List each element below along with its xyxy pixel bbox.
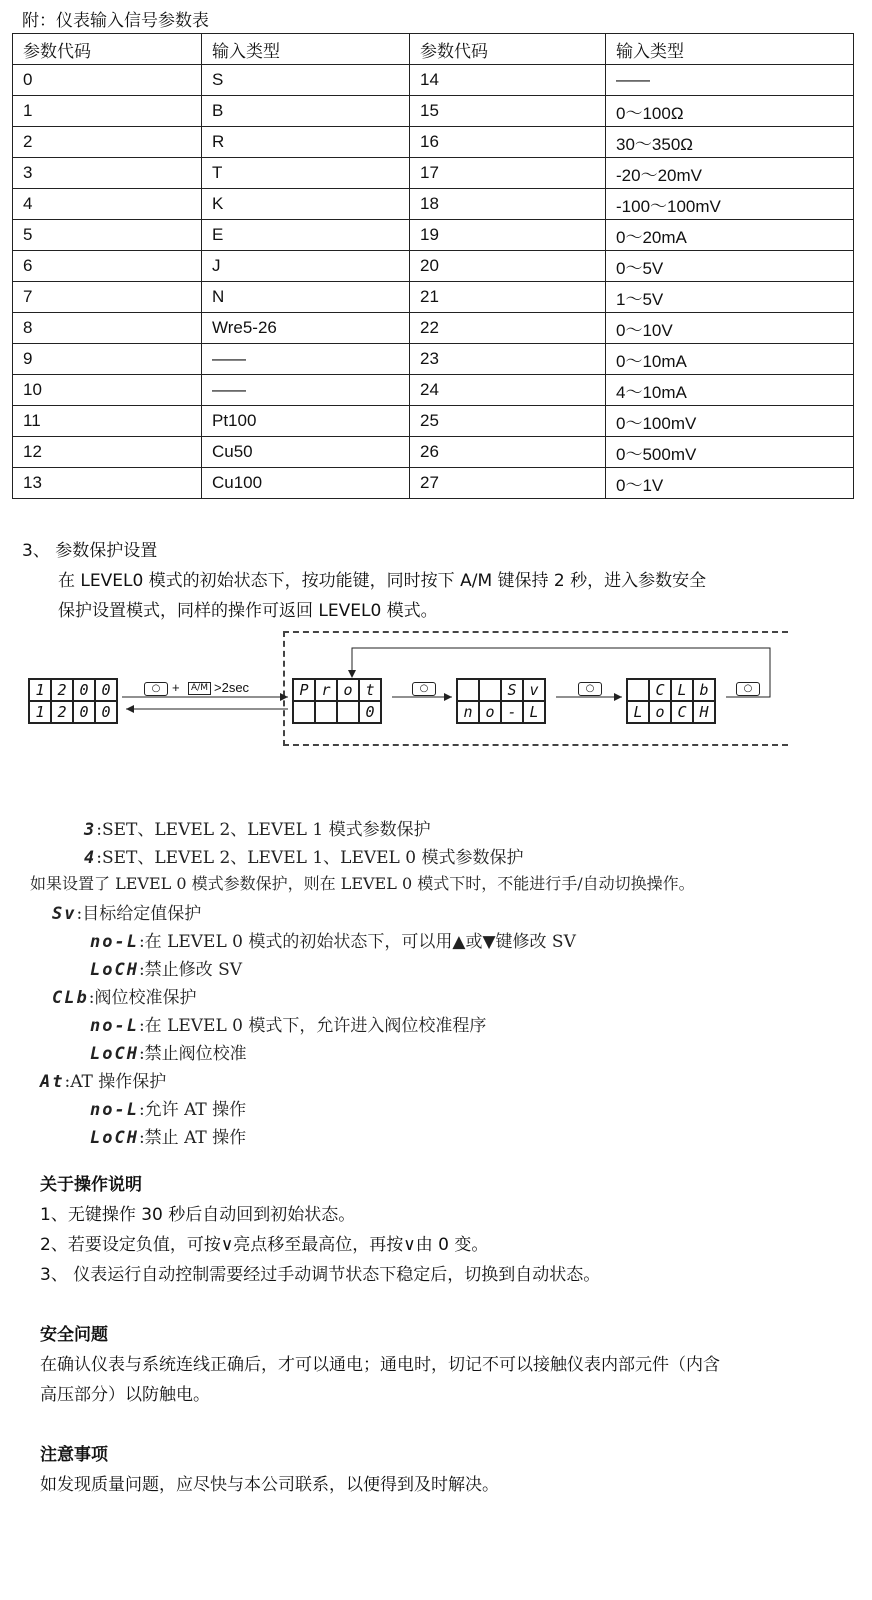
cell-input-type: 4～10mA	[606, 375, 854, 406]
operation-item: 2、若要设定负值，可按∨亮点移至最高位，再按∨由 0 变。	[40, 1235, 489, 1255]
segment-code: no-L	[90, 1100, 139, 1120]
lcd-digit	[293, 701, 315, 723]
cell-param-code: 8	[13, 313, 202, 344]
note-text: :禁止修改 SV	[138, 960, 243, 980]
hold-time-label: >2sec	[214, 680, 250, 695]
note-at-nol	[90, 1095, 246, 1120]
lcd-digit: C	[671, 701, 693, 723]
lcd-digit: L	[671, 679, 693, 701]
cell-input-type: K	[202, 189, 410, 220]
note-text: :禁止 AT 操作	[138, 1128, 247, 1148]
section-paragraph: 在 LEVEL0 模式的初始状态下，按功能键，同时按下 A/M 键保持 2 秒，进入参数安全	[58, 571, 707, 591]
cell-param-code: 16	[410, 127, 606, 158]
lcd-digit	[627, 679, 649, 701]
cell-input-type: J	[202, 251, 410, 282]
note-at-loch	[90, 1123, 246, 1148]
cell-param-code: 23	[410, 344, 606, 375]
note-clb	[52, 983, 196, 1008]
note-text: :AT 操作保护	[64, 1072, 167, 1092]
lcd-digit: 0	[73, 679, 95, 701]
cell-param-code: 7	[13, 282, 202, 313]
cell-input-type: Cu50	[202, 437, 410, 468]
cell-input-type: 30～350Ω	[606, 127, 854, 158]
function-key-icon	[736, 682, 760, 696]
cell-input-type: ——	[202, 344, 410, 375]
operation-heading: 关于操作说明	[40, 1175, 142, 1195]
lcd-digit: S	[501, 679, 523, 701]
cell-input-type: 0～5V	[606, 251, 854, 282]
note-level4	[84, 843, 523, 868]
cell-input-type: Pt100	[202, 406, 410, 437]
note-text: :目标给定值保护	[76, 904, 202, 924]
note-at	[40, 1067, 166, 1092]
lcd-digit: t	[359, 679, 381, 701]
note-text: :在 LEVEL 0 模式下，允许进入阀位校准程序	[138, 1016, 487, 1036]
section-title: 3、 参数保护设置	[22, 541, 158, 561]
lcd-digit: b	[693, 679, 715, 701]
lcd-digit: 0	[95, 701, 117, 723]
section-paragraph: 保护设置模式，同样的操作可返回 LEVEL0 模式。	[58, 601, 438, 621]
lcd-digit: -	[501, 701, 523, 723]
lcd-digit: 2	[51, 679, 73, 701]
cell-input-type: 0～100mV	[606, 406, 854, 437]
lcd-digit: 2	[51, 701, 73, 723]
header-input-type: 输入类型	[606, 34, 854, 65]
cell-param-code: 0	[13, 65, 202, 96]
cell-param-code: 11	[13, 406, 202, 437]
segment-code: Sv	[52, 904, 77, 924]
cell-param-code: 13	[13, 468, 202, 499]
lcd-digit: L	[627, 701, 649, 723]
segment-code: 3	[84, 820, 97, 840]
note-text: :在 LEVEL 0 模式的初始状态下，可以用▲或▼键修改 SV	[138, 932, 576, 952]
plus-sign: +	[172, 680, 180, 695]
function-key-icon	[578, 682, 602, 696]
lcd-digit: C	[649, 679, 671, 701]
lcd-digit: r	[315, 679, 337, 701]
note-sv-nol	[90, 927, 576, 952]
note-sv	[52, 899, 201, 924]
cell-input-type: E	[202, 220, 410, 251]
header-input-type: 输入类型	[202, 34, 410, 65]
cell-param-code: 2	[13, 127, 202, 158]
lcd-digit: H	[693, 701, 715, 723]
cell-input-type: B	[202, 96, 410, 127]
segment-code: no-L	[90, 932, 139, 952]
cell-param-code: 14	[410, 65, 606, 96]
cell-param-code: 10	[13, 375, 202, 406]
note-level3	[84, 815, 431, 840]
cell-param-code: 19	[410, 220, 606, 251]
cell-param-code: 3	[13, 158, 202, 189]
note-text: :禁止阀位校准	[138, 1044, 247, 1064]
am-key-icon: A/M	[188, 682, 211, 695]
cell-param-code: 20	[410, 251, 606, 282]
function-key-icon	[412, 682, 436, 696]
cell-input-type: ——	[606, 65, 854, 96]
segment-code: no-L	[90, 1016, 139, 1036]
cell-param-code: 9	[13, 344, 202, 375]
note-text: :SET、LEVEL 2、LEVEL 1、LEVEL 0 模式参数保护	[96, 848, 524, 868]
lcd-display-clb	[626, 678, 716, 724]
table-caption: 附：仪表输入信号参数表	[22, 11, 209, 31]
lcd-digit	[337, 701, 359, 723]
lcd-digit: 0	[359, 701, 381, 723]
lcd-digit: 0	[95, 679, 117, 701]
cell-input-type: 0～500mV	[606, 437, 854, 468]
cell-param-code: 6	[13, 251, 202, 282]
cell-param-code: 21	[410, 282, 606, 313]
header-param-code: 参数代码	[410, 34, 606, 65]
safety-heading: 安全问题	[40, 1325, 108, 1345]
cell-input-type: N	[202, 282, 410, 313]
cell-param-code: 1	[13, 96, 202, 127]
lcd-digit: 0	[73, 701, 95, 723]
cell-param-code: 12	[13, 437, 202, 468]
notice-heading: 注意事项	[40, 1445, 108, 1465]
lcd-digit: o	[649, 701, 671, 723]
segment-code: LoCH	[90, 1128, 139, 1148]
lcd-digit: P	[293, 679, 315, 701]
cell-param-code: 22	[410, 313, 606, 344]
lcd-display-sv	[456, 678, 546, 724]
safety-text: 高压部分）以防触电。	[40, 1385, 210, 1405]
lcd-digit	[457, 679, 479, 701]
segment-code: LoCH	[90, 1044, 139, 1064]
cell-param-code: 26	[410, 437, 606, 468]
cell-param-code: 17	[410, 158, 606, 189]
note-sv-loch	[90, 955, 242, 980]
segment-code: 4	[84, 848, 97, 868]
cell-input-type: 0～10V	[606, 313, 854, 344]
safety-text: 在确认仪表与系统连线正确后，才可以通电；通电时，切记不可以接触仪表内部元件（内含	[40, 1355, 720, 1375]
cell-param-code: 4	[13, 189, 202, 220]
cell-input-type: 0～100Ω	[606, 96, 854, 127]
segment-code: LoCH	[90, 960, 139, 980]
note-text: :允许 AT 操作	[138, 1100, 247, 1120]
cell-input-type: 0～1V	[606, 468, 854, 499]
cell-input-type: T	[202, 158, 410, 189]
lcd-digit: L	[523, 701, 545, 723]
note-clb-nol	[90, 1011, 486, 1036]
cell-input-type: S	[202, 65, 410, 96]
segment-code: CLb	[52, 988, 89, 1008]
cell-param-code: 24	[410, 375, 606, 406]
diagram-arrows	[0, 0, 872, 760]
cell-input-type: Cu100	[202, 468, 410, 499]
operation-item: 3、 仪表运行自动控制需要经过手动调节状态下稳定后，切换到自动状态。	[40, 1265, 601, 1285]
lcd-digit	[315, 701, 337, 723]
note-text: :阀位校准保护	[88, 988, 197, 1008]
cell-input-type: 0～10mA	[606, 344, 854, 375]
lcd-digit: o	[337, 679, 359, 701]
lcd-digit: v	[523, 679, 545, 701]
cell-input-type: 0～20mA	[606, 220, 854, 251]
cell-input-type: 1～5V	[606, 282, 854, 313]
cell-param-code: 27	[410, 468, 606, 499]
lcd-digit	[479, 679, 501, 701]
lcd-digit: 1	[29, 701, 51, 723]
function-key-icon	[144, 682, 168, 696]
cell-input-type: ——	[202, 375, 410, 406]
lcd-digit: o	[479, 701, 501, 723]
notice-text: 如发现质量问题，应尽快与本公司联系，以便得到及时解决。	[40, 1475, 499, 1495]
cell-param-code: 5	[13, 220, 202, 251]
lcd-digit: n	[457, 701, 479, 723]
cell-input-type: R	[202, 127, 410, 158]
cell-input-type: -100～100mV	[606, 189, 854, 220]
lcd-display-prot	[292, 678, 382, 724]
note-text: :SET、LEVEL 2、LEVEL 1 模式参数保护	[96, 820, 431, 840]
segment-code: At	[40, 1072, 65, 1092]
note-warning: 如果设置了 LEVEL 0 模式参数保护，则在 LEVEL 0 模式下时，不能进行手/自动切换操作。	[30, 874, 695, 893]
note-clb-loch	[90, 1039, 247, 1064]
header-param-code: 参数代码	[13, 34, 202, 65]
cell-param-code: 25	[410, 406, 606, 437]
cell-param-code: 15	[410, 96, 606, 127]
lcd-digit: 1	[29, 679, 51, 701]
cell-input-type: Wre5-26	[202, 313, 410, 344]
cell-param-code: 18	[410, 189, 606, 220]
operation-item: 1、无键操作 30 秒后自动回到初始状态。	[40, 1205, 356, 1225]
cell-input-type: -20～20mV	[606, 158, 854, 189]
